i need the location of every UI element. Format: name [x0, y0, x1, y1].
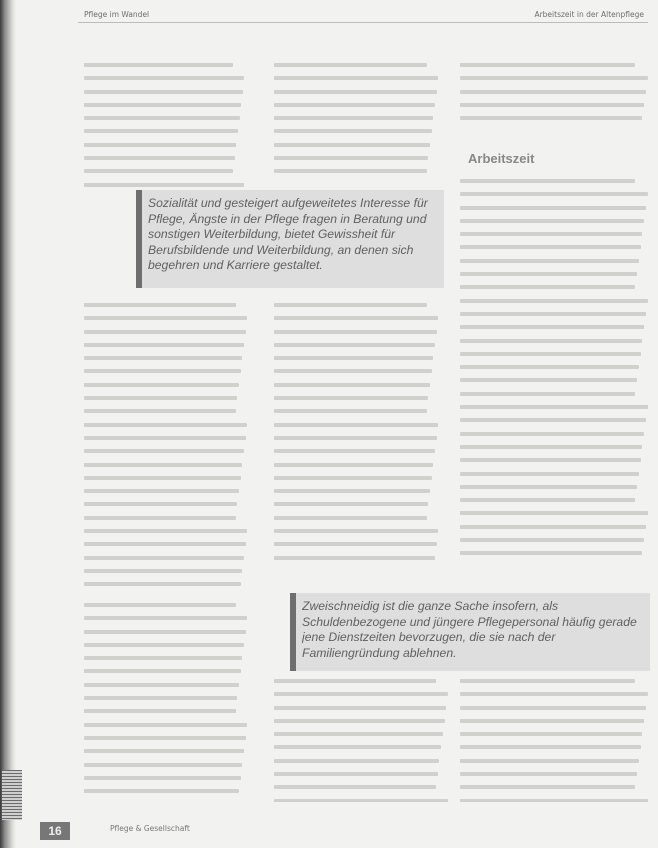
text-line	[460, 706, 650, 716]
page-number: 16	[40, 822, 70, 840]
text-line	[274, 316, 440, 326]
text-line	[460, 759, 650, 769]
text-line	[274, 90, 440, 100]
text-line	[460, 392, 650, 402]
text-line	[84, 103, 246, 113]
text-line	[84, 542, 249, 552]
text-line	[84, 449, 249, 459]
text-line	[274, 719, 450, 729]
text-line	[460, 103, 650, 113]
text-line	[274, 436, 440, 446]
text-line	[274, 799, 450, 802]
text-line	[84, 356, 249, 366]
text-line	[84, 116, 246, 126]
text-line	[274, 356, 440, 366]
text-line	[460, 432, 650, 442]
text-line	[274, 409, 440, 419]
text-line	[460, 732, 650, 742]
text-column-3-top	[460, 60, 650, 126]
text-line	[84, 763, 249, 773]
header-rule	[78, 22, 648, 23]
text-line	[274, 156, 440, 166]
text-line	[460, 485, 650, 495]
text-line	[274, 542, 440, 552]
text-line	[84, 603, 249, 613]
text-line	[460, 405, 650, 415]
text-line	[84, 343, 249, 353]
text-line	[274, 103, 440, 113]
text-line	[84, 369, 249, 379]
text-line	[274, 63, 440, 73]
text-line	[274, 772, 450, 782]
text-line	[274, 463, 440, 473]
text-column-3-bottom	[460, 676, 650, 802]
text-line	[84, 656, 249, 666]
text-line	[274, 516, 440, 526]
text-line	[84, 616, 249, 626]
text-line	[460, 219, 650, 229]
pullquote-2	[290, 593, 650, 671]
text-line	[460, 692, 650, 702]
text-line	[460, 378, 650, 388]
pullquote-1-bar	[136, 190, 142, 288]
text-line	[274, 303, 440, 313]
page-edges	[2, 770, 22, 820]
text-line	[84, 316, 249, 326]
text-line	[84, 776, 249, 786]
text-line	[84, 709, 249, 719]
pullquote-2-text: Zweischneidig ist die ganze Sache insofern, als Schuldenbezogene und jüngere Pflegepersonal häufig gerade jene Dienstzeiten bevorzugen, die sie nach der Familiengründung ablehnen.	[302, 599, 637, 660]
text-line	[84, 463, 249, 473]
text-line	[460, 325, 650, 335]
running-header-left: Pflege im Wandel	[84, 10, 150, 19]
text-line	[460, 259, 650, 269]
text-column-1-bottom	[84, 600, 249, 800]
text-column-3-body	[460, 176, 650, 558]
book-spine-shadow	[0, 0, 16, 848]
text-line	[274, 449, 440, 459]
text-line	[84, 569, 249, 579]
text-line	[460, 179, 650, 189]
text-line	[460, 352, 650, 362]
text-line	[84, 749, 249, 759]
text-line	[84, 63, 246, 73]
text-line	[460, 785, 650, 795]
pullquote-1-text: Sozialität und gesteigert aufgeweitetes Interesse für Pflege, Ängste in der Pflege fragen in Beratung und sonstigen Weiterbildung, bietet Gewissheit für Berufsbildende und Weiterbildung, an denen sich begehren und Karriere gestaltet.	[148, 196, 428, 273]
text-line	[84, 723, 249, 733]
text-line	[460, 312, 650, 322]
text-line	[274, 330, 440, 340]
text-line	[460, 299, 650, 309]
text-line	[274, 423, 440, 433]
text-line	[460, 551, 650, 558]
text-line	[84, 183, 246, 190]
text-line	[84, 669, 249, 679]
text-line	[460, 799, 650, 802]
text-line	[84, 169, 246, 179]
text-line	[84, 409, 249, 419]
text-line	[460, 458, 650, 468]
text-line	[460, 192, 650, 202]
text-line	[84, 502, 249, 512]
text-line	[84, 643, 249, 653]
text-line	[84, 436, 249, 446]
text-line	[84, 529, 249, 539]
text-line	[84, 143, 246, 153]
text-column-2-top	[274, 60, 440, 180]
text-line	[274, 343, 440, 353]
section-heading: Arbeitszeit	[468, 151, 535, 166]
text-line	[84, 789, 249, 799]
text-line	[460, 525, 650, 535]
text-line	[274, 692, 450, 702]
text-line	[460, 498, 650, 508]
text-line	[274, 396, 440, 406]
text-line	[84, 696, 249, 706]
text-line	[460, 285, 650, 295]
text-line	[274, 745, 450, 755]
text-line	[274, 369, 440, 379]
text-line	[84, 516, 249, 526]
text-line	[460, 206, 650, 216]
text-line	[460, 365, 650, 375]
text-line	[460, 76, 650, 86]
text-line	[84, 129, 246, 139]
text-line	[460, 538, 650, 548]
text-line	[274, 679, 450, 689]
text-column-1-top	[84, 60, 246, 190]
footer-text: Pflege & Gesellschaft	[110, 824, 190, 833]
text-line	[460, 339, 650, 349]
text-line	[460, 245, 650, 255]
text-line	[460, 511, 650, 521]
text-line	[274, 785, 450, 795]
text-line	[84, 303, 249, 313]
text-line	[460, 63, 650, 73]
text-line	[460, 272, 650, 282]
text-line	[274, 383, 440, 393]
text-line	[460, 90, 650, 100]
text-line	[274, 489, 440, 499]
text-line	[460, 418, 650, 428]
text-line	[84, 330, 249, 340]
text-line	[460, 116, 650, 126]
pullquote-1	[136, 190, 444, 288]
text-line	[274, 529, 440, 539]
text-line	[84, 423, 249, 433]
text-line	[84, 736, 249, 746]
pullquote-2-bar	[290, 593, 296, 671]
text-line	[274, 76, 440, 86]
text-line	[460, 745, 650, 755]
text-column-2-middle	[274, 300, 440, 560]
text-line	[84, 396, 249, 406]
text-line	[274, 706, 450, 716]
text-line	[274, 759, 450, 769]
text-line	[84, 383, 249, 393]
text-line	[84, 76, 246, 86]
text-line	[274, 116, 440, 126]
text-line	[84, 582, 249, 590]
text-line	[460, 232, 650, 242]
running-header-right: Arbeitszeit in der Altenpflege	[534, 10, 644, 19]
text-line	[274, 143, 440, 153]
text-line	[274, 476, 440, 486]
text-line	[84, 489, 249, 499]
text-line	[460, 679, 650, 689]
text-line	[274, 129, 440, 139]
text-line	[460, 719, 650, 729]
text-line	[84, 156, 246, 166]
text-line	[460, 472, 650, 482]
text-line	[274, 556, 440, 560]
text-line	[84, 476, 249, 486]
text-line	[460, 772, 650, 782]
text-line	[274, 502, 440, 512]
text-line	[274, 169, 440, 179]
text-line	[84, 90, 246, 100]
text-column-2-bottom	[274, 676, 450, 802]
text-line	[84, 630, 249, 640]
text-line	[84, 683, 249, 693]
text-line	[84, 556, 249, 566]
text-column-1-middle	[84, 300, 249, 590]
text-line	[274, 732, 450, 742]
text-line	[460, 445, 650, 455]
